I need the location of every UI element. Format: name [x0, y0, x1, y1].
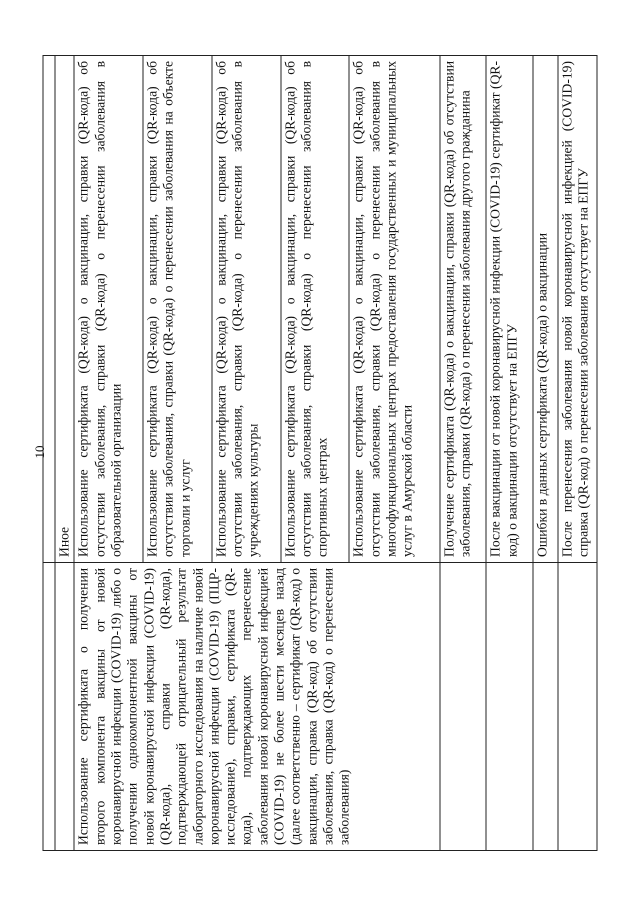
table-row [558, 56, 597, 851]
left-description-cell: Использование сертификата о получении второго компонента вакцины от новой коронавирусной инфекции (COVID-19) либо о получении однокомпонентной вакцины от новой коронавирусной инфекции (COVID-19) (QR-кода), справки (QR-кода), подтверждающей отрицательный результат лабораторного исследования на наличие новой коронавирусной инфекции (COVID-19) (ПЦР-исследование), справки, сертификата (QR-кода), подтверждающих перенесение заболевания новой коронавирусной инфекцией (COVID-19) не более шести месяцев назад (далее соответственно – сертификат (QR-код) о вакцинации, справка (QR-код) об отсутствии заболевания, справка (QR-код) о перенесении заболевания) [74, 563, 440, 851]
right-cell-5: Получение сертификата (QR-кода) о вакцинации, справки (QR-кода) об отсутствии заболевания, справки (QR-кода) о перенесении заболевания другого гражданина [440, 56, 486, 563]
table-row [74, 56, 143, 851]
empty-cell [533, 563, 558, 851]
page-number: 10 [32, 445, 47, 459]
table-header-row [55, 56, 74, 851]
empty-cell [486, 563, 532, 851]
right-cell-4: Использование сертификата (QR-кода) о вакцинации, справки (QR-кода) об отсутствии заболевания, справки (QR-кода) о перенесении заболевания в многофункциональных центрах предоставления государственных и муниципальных услуг в Амурской области [349, 56, 439, 563]
right-cell-1: Использование сертификата (QR-кода) о вакцинации, справки (QR-кода) об отсутствии заболевания, справки (QR-кода) о перенесении заболевания на объекте торговли и услуг [143, 56, 212, 563]
right-cell-3: Использование сертификата (QR-кода) о вакцинации, справки (QR-кода) об отсутствии заболевания, справки (QR-кода) о перенесении заболевания в спортивных центрах [281, 56, 350, 563]
empty-cell [55, 563, 74, 851]
header-cell-other: Иное [55, 56, 74, 563]
table-row [533, 56, 558, 851]
empty-cell [440, 563, 486, 851]
right-cell-6: После вакцинации от новой коронавирусной инфекции (COVID-19) сертификат (QR-код) о вакцинации отсутствует на ЕПГУ [486, 56, 532, 563]
empty-cell [43, 563, 55, 851]
empty-cell [43, 56, 55, 563]
document-table [43, 55, 598, 851]
right-cell-8: После перенесения заболевания новой коронавирусной инфекцией (COVID-19) справка (QR-код) о перенесении заболевания отсутствует на ЕПГУ [558, 56, 597, 563]
table-row [486, 56, 532, 851]
rotated-page-content [43, 55, 598, 851]
table-row [440, 56, 486, 851]
table-top-spacer-row [43, 56, 55, 851]
right-cell-2: Использование сертификата (QR-кода) о вакцинации, справки (QR-кода) об отсутствии заболевания, справки (QR-кода) о перенесении заболевания в учреждениях культуры [212, 56, 281, 563]
right-cell-7: Ошибки в данных сертификата (QR-кода) о вакцинации [533, 56, 558, 563]
right-cell-0: Использование сертификата (QR-кода) о вакцинации, справки (QR-кода) об отсутствии заболевания, справки (QR-кода) о перенесении заболевания в образовательной организации [74, 56, 143, 563]
empty-cell [558, 563, 597, 851]
